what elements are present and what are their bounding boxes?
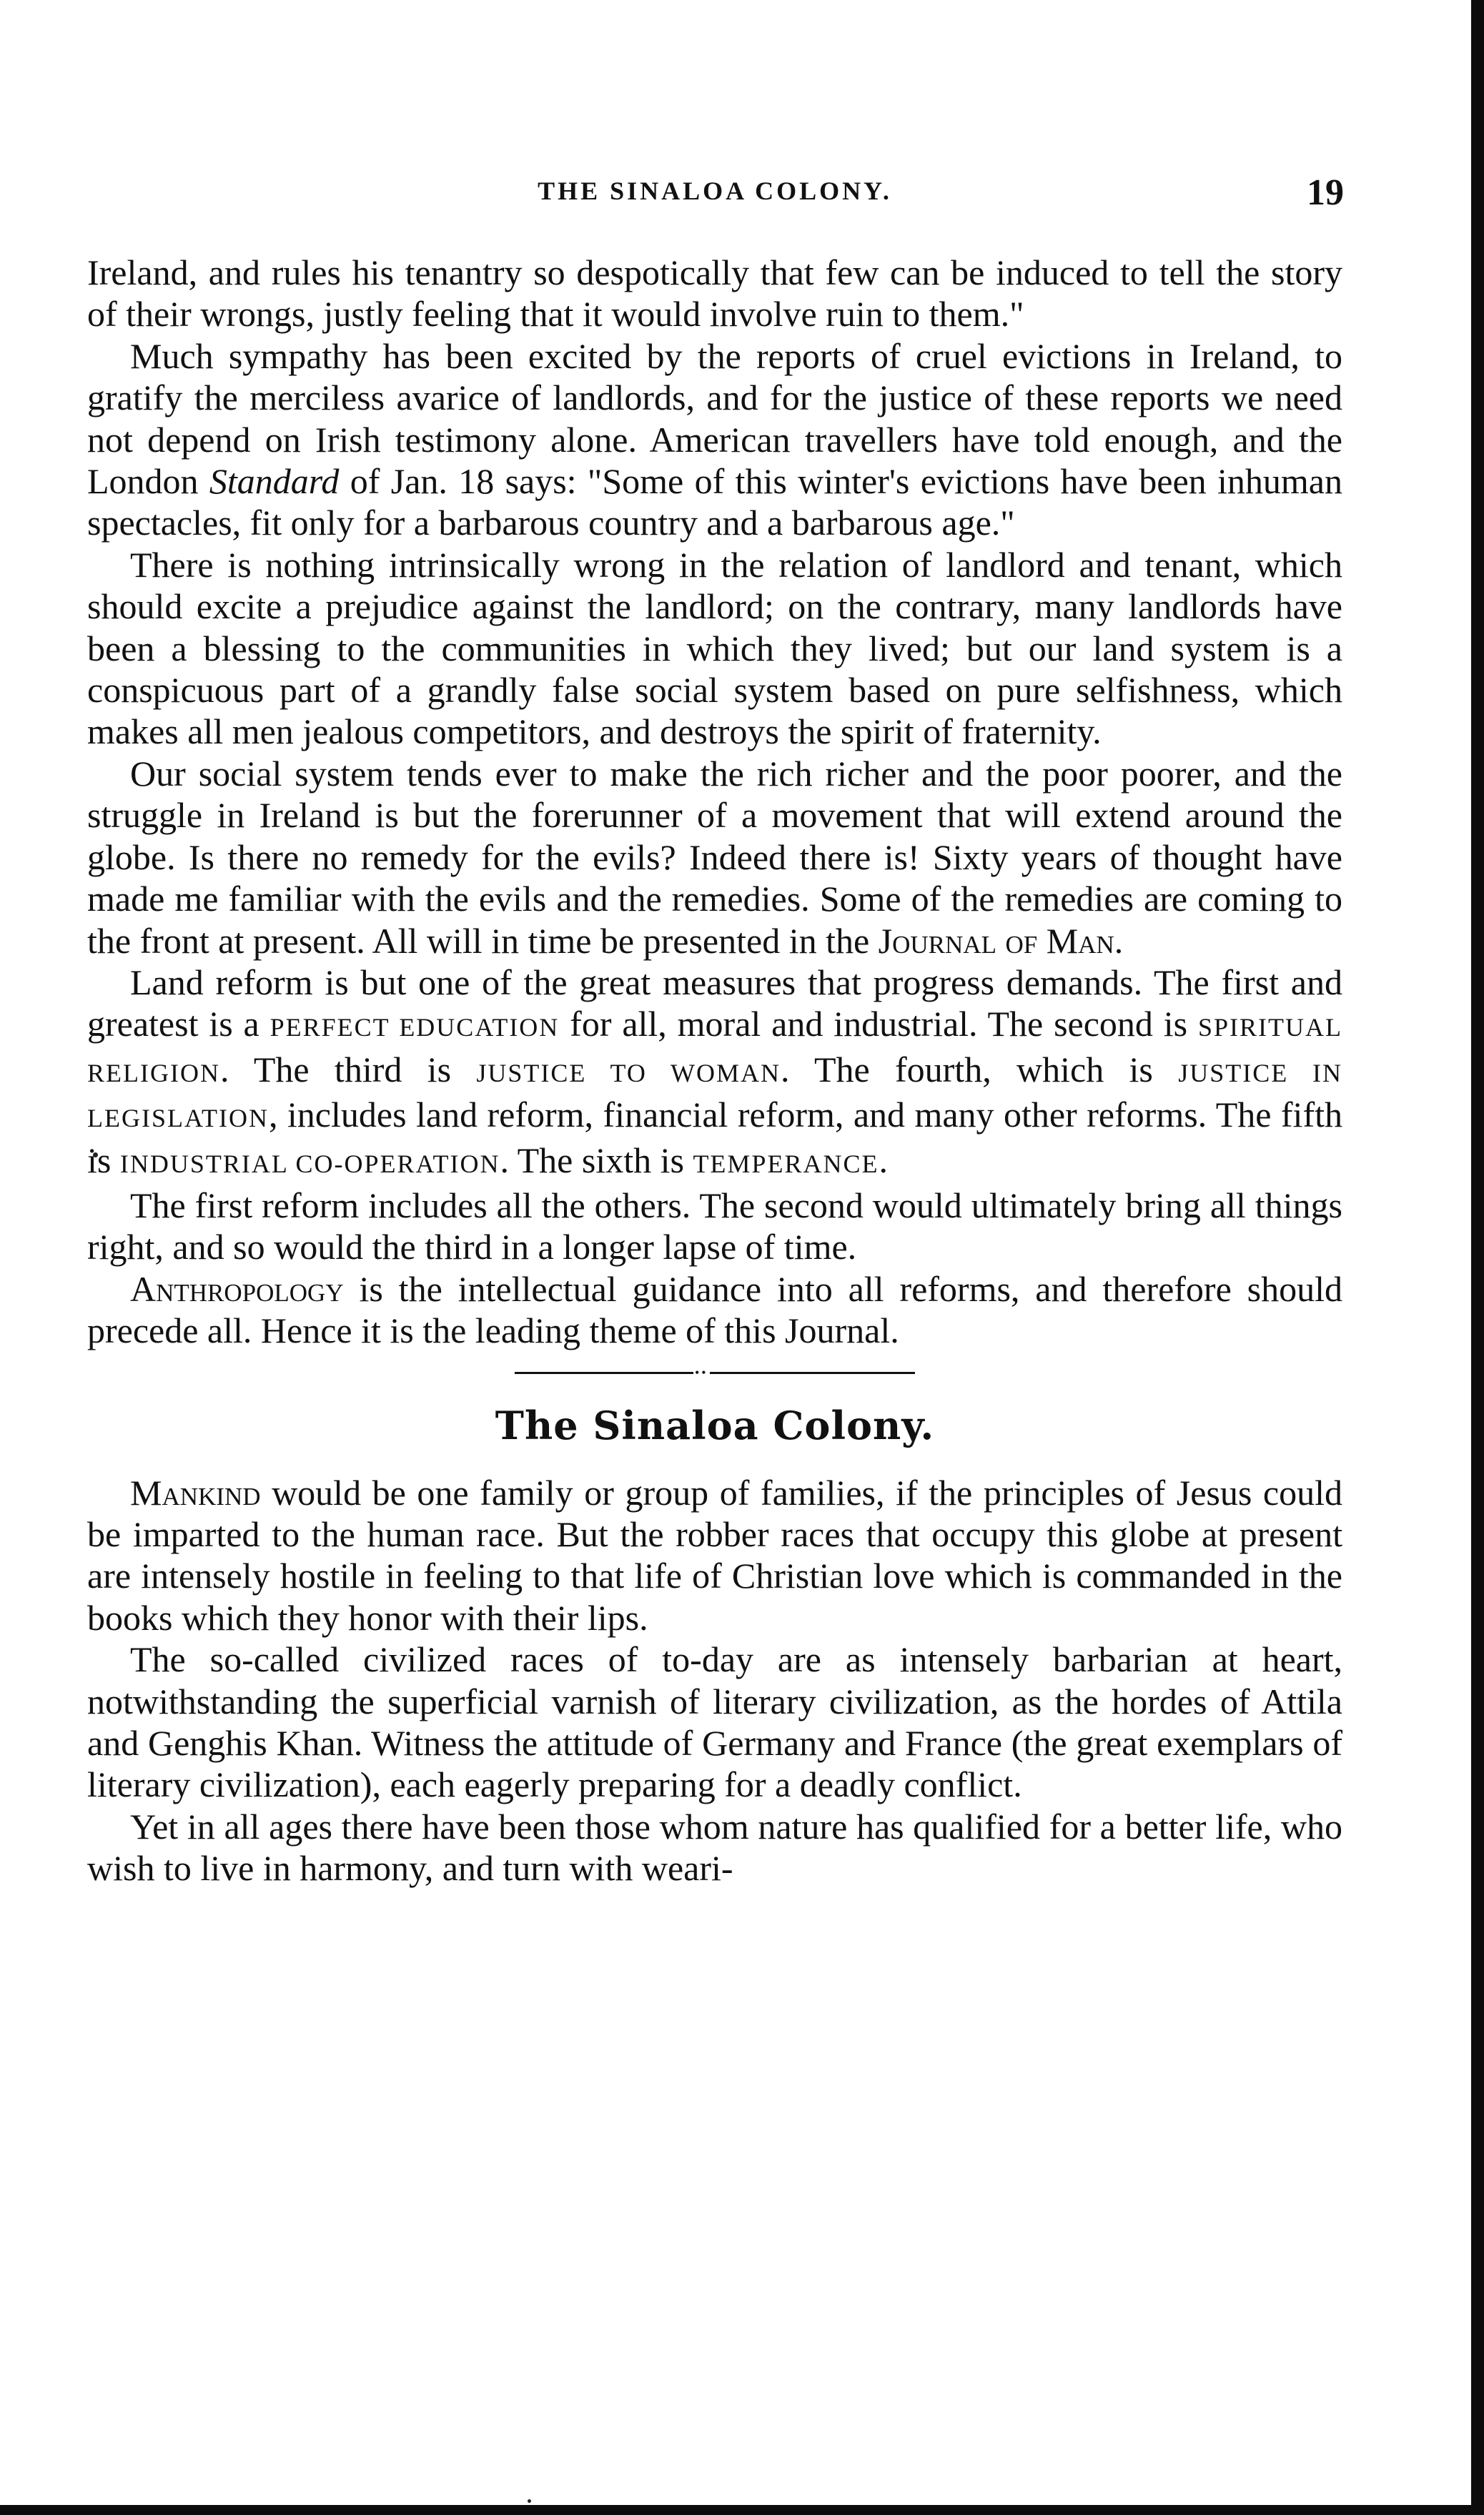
paragraph [87, 1639, 1342, 1806]
running-head: THE SINALOA COLONY. [538, 177, 892, 205]
section-title: The Sinaloa Colony. [495, 1402, 935, 1448]
paragraph [87, 1806, 1342, 1889]
paragraph-text: . [1114, 920, 1124, 961]
paragraph [87, 753, 1342, 962]
lead-word: Mankind [130, 1472, 261, 1513]
paragraph-text: Land reform is but one of the great measures that progress demands. The first and greatest is a [87, 962, 1342, 1044]
paragraph-text: Much sympathy has been excited by the reports of cruel evictions in Ireland, to gratify the merciless avarice of landlords, and for the justice of these reports we need not depend on Irish testimony alone. American travellers have told enough, and the London [87, 335, 1342, 502]
reform-term: JUSTICE TO WOMAN [476, 1058, 781, 1087]
paragraph [87, 1268, 1342, 1352]
paragraph-text: would be one family or group of families, if the principles of Jesus could be imparted to the human race. But the robber races that occupy this globe at present are intensely hostile in feeling to that life of Christian love which is commanded in the books which they honor with their lips. [87, 1472, 1342, 1638]
page-bottom-edge [0, 2505, 1484, 2515]
paragraph-text: of Jan. 18 says: "Some of this winter's evictions have been inhuman spectacles, fit only for a barbarous country and a barbarous age." [87, 461, 1342, 543]
paragraph-text: Ireland, and rules his tenantry so despotically that few can be induced to tell the story of their wrongs, justly feeling that it would involve ruin to them." [87, 252, 1342, 335]
paragraph-text: for all, moral and industrial. The second is [559, 1004, 1198, 1044]
divider-rule [515, 1372, 915, 1374]
paragraph [87, 1472, 1342, 1639]
reform-term: TEMPERANCE [693, 1149, 879, 1178]
paragraph-text: . [879, 1140, 888, 1180]
paragraph-text: There is nothing intrinsically wrong in the relation of landlord and tenant, which should excite a prejudice against the landlord; on the contrary, many landlords have been a blessing to the communities in which they lived; but our land system is a conspicuous part of a grandly false social system based on pure selfishness, which makes all men jealous competitors, and destroys the spirit of fraternity. [87, 544, 1342, 752]
paragraph-text: Yet in all ages there have been those whom nature has qualified for a better life, who wish to live in harmony, and turn with weari- [87, 1806, 1342, 1889]
paragraph-text: The first reform includes all the others. The second would ultimately bring all things right, and so would the third in a longer lapse of time. [87, 1185, 1342, 1268]
paragraph [87, 544, 1342, 753]
paragraph-text: . The fourth, which is [781, 1049, 1179, 1089]
paragraph [87, 962, 1342, 1185]
paragraph-text: . The sixth is [500, 1140, 693, 1180]
newspaper-title: Standard [209, 461, 340, 502]
paragraph [87, 252, 1342, 335]
section-divider [515, 1358, 915, 1386]
journal-name: Journal of Man [878, 920, 1114, 961]
page-edge-shadow [1471, 0, 1484, 2515]
stray-ink-mark [528, 2499, 531, 2503]
lead-word: Anthropology [130, 1268, 344, 1309]
paragraph-text: is the intellectual guidance into all reforms, and therefore should precede all. Hence it is the leading theme of this Journal. [87, 1268, 1342, 1351]
paragraph [87, 1185, 1342, 1268]
reform-term: JUSTICE IN LEGISLATION [87, 1058, 1342, 1133]
page-header [86, 172, 1344, 214]
divider-ornament: •• [695, 1365, 708, 1380]
reform-term: PERFECT EDUCATION [269, 1013, 560, 1042]
body-text [87, 252, 1342, 1889]
paragraph-text: Our social system tends ever to make the rich richer and the poor poorer, and the struggle in Ireland is but the forerunner of a movement that will extend around the globe. Is there no remedy for the evils? Indeed there is! Sixty years of thought have made me familiar with the evils and the remedies. Some of the remedies are coming to the front at present. All will in time be presented in the [87, 753, 1342, 961]
reform-term: SPIRITUAL RELIGION [87, 1013, 1342, 1087]
paragraph-text: The so-called civilized races of to-day are as intensely barbarian at heart, notwithstanding the superficial varnish of literary civilization, as the hordes of Attila and Genghis Khan. Witness the attitude of Germany and France (the great exemplars of literary civilization), each eagerly preparing for a deadly conflict. [87, 1639, 1342, 1805]
reform-term: INDUSTRIAL CO-OPERATION [119, 1149, 500, 1178]
page-number: 19 [1307, 172, 1344, 213]
paragraph [87, 335, 1342, 544]
paragraph-text: , includes land reform, financial reform, and many other reforms. The fifth is [87, 1095, 1342, 1180]
paragraph-text: . The third is [219, 1049, 477, 1089]
